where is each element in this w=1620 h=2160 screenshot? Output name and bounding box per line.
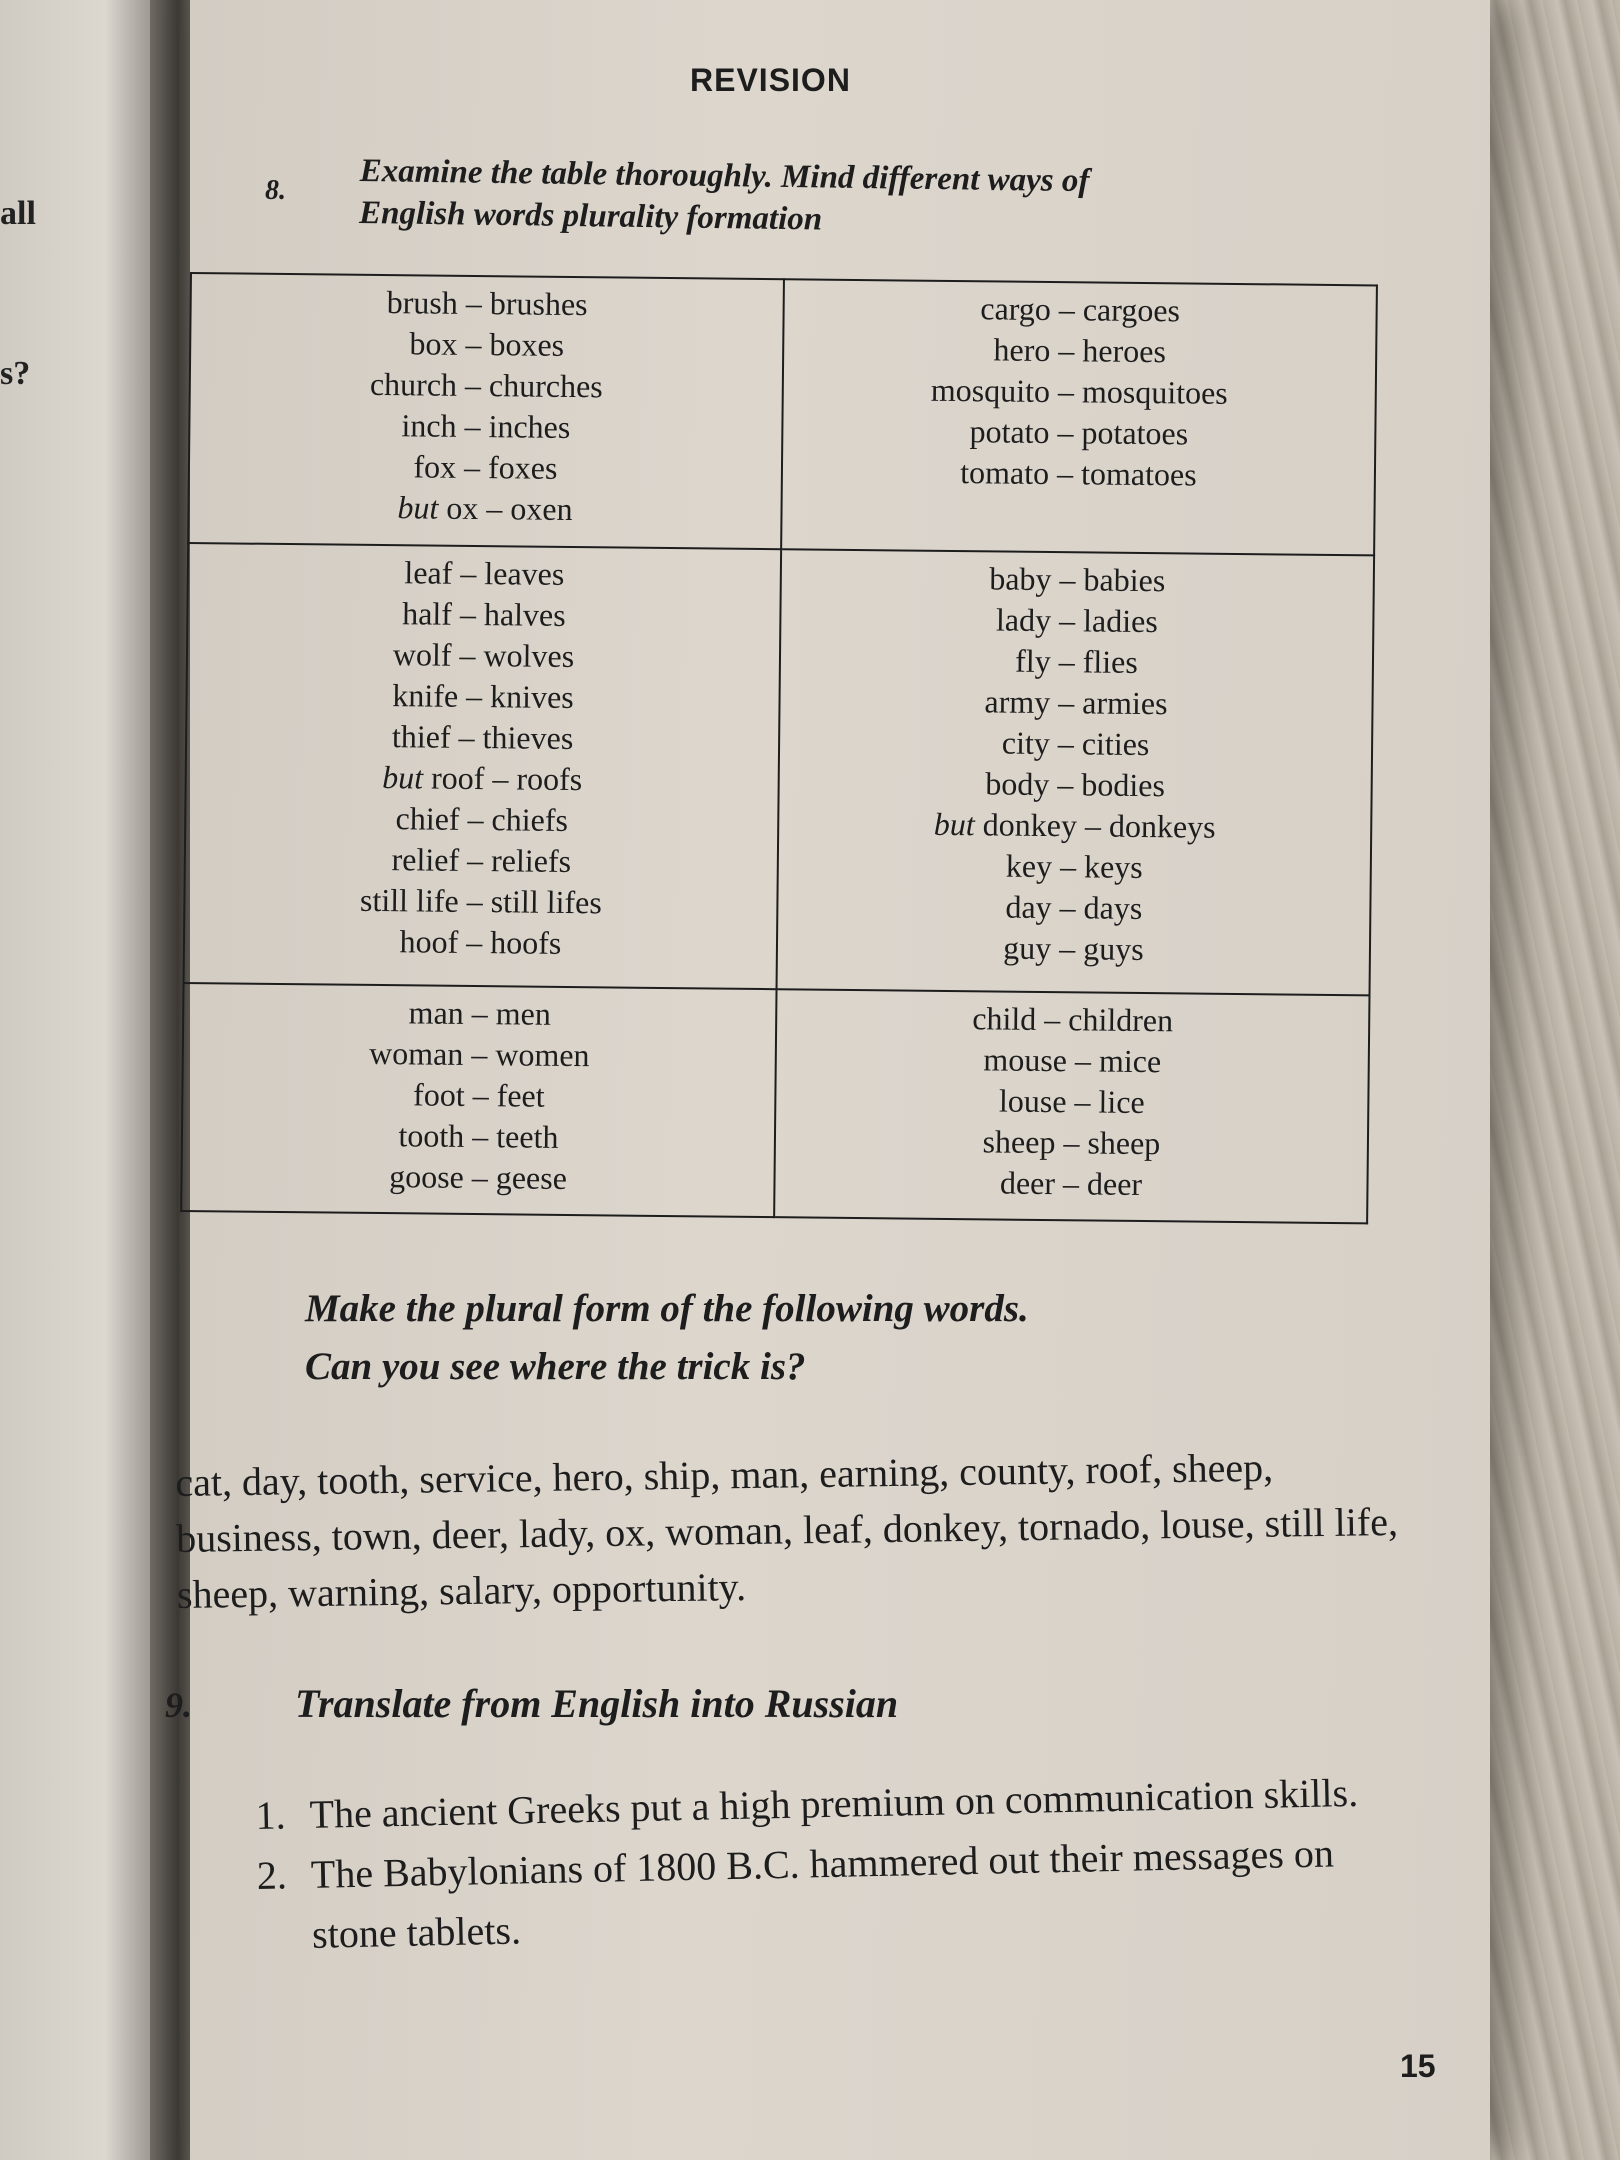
word-pair-text: half – halves	[401, 595, 566, 634]
word-pair-text: brush – brushes	[386, 284, 588, 323]
table-row	[184, 543, 1375, 996]
exercise-8-title-line: Examine the table thoroughly. Mind different ways of	[359, 152, 1090, 200]
word-pair-text: army – armies	[984, 683, 1168, 722]
table-cell	[777, 549, 1375, 996]
word-pair-text: fox – foxes	[413, 448, 558, 486]
word-pair	[197, 755, 768, 802]
word-pair-text: donkey – donkeys	[982, 806, 1216, 845]
word-pair-text: ox – oxen	[446, 489, 573, 528]
word-pair	[192, 1155, 763, 1202]
word-pair	[195, 919, 766, 966]
word-pair-text: still life – still lifes	[359, 881, 602, 921]
table-row	[188, 273, 1377, 555]
plural-instruction	[305, 1280, 1029, 1396]
word-pair	[790, 720, 1361, 767]
word-pair	[194, 1032, 765, 1079]
exercise-8-number: 8.	[265, 175, 286, 206]
table-cell	[188, 273, 784, 549]
word-pair	[193, 1114, 764, 1161]
word-pair-text: key – keys	[1005, 847, 1143, 886]
word-pair	[789, 802, 1360, 849]
word-list: cat, day, tooth, service, hero, ship, man, earning, county, roof, sheep, business, town, deer, lady, ox, woman, leaf, donkey, tornado, louse, still life, sheep, warning, salary, opportunity.	[175, 1444, 1399, 1617]
left-page-fragment: s?	[0, 355, 31, 392]
word-pair-text: deer – deer	[999, 1165, 1143, 1203]
book-page	[165, 0, 1490, 2160]
word-pair	[198, 632, 769, 679]
word-pair	[791, 638, 1362, 685]
word-pair	[201, 280, 772, 327]
word-pair-text: thief – thieves	[391, 718, 574, 757]
word-pair-text: inch – inches	[401, 407, 571, 445]
left-page-edge	[0, 0, 150, 2160]
table-cell	[781, 279, 1377, 555]
table-cell	[181, 983, 776, 1217]
word-pair	[195, 878, 766, 925]
word-pair-text: louse – lice	[998, 1083, 1145, 1121]
exercise-9-number: 9.	[165, 1685, 192, 1725]
word-pair	[787, 1038, 1358, 1085]
word-pair	[791, 597, 1362, 644]
page-number: 15	[1400, 2048, 1436, 2084]
exception-marker: but	[933, 805, 975, 843]
word-pair	[201, 321, 772, 368]
word-pair	[199, 485, 770, 532]
word-pair	[193, 1073, 764, 1120]
instruction-line: Can you see where the trick is?	[305, 1345, 806, 1388]
running-head: REVISION	[690, 62, 851, 98]
instruction-line: Make the plural form of the following words.	[305, 1287, 1029, 1330]
word-pair-text: knife – knives	[392, 677, 574, 716]
sentence-text: The ancient Greeks put a high premium on communication skills.	[309, 1769, 1359, 1837]
word-pair-text: baby – babies	[989, 560, 1166, 599]
word-pair	[199, 550, 770, 597]
word-pair-text: roof – roofs	[430, 759, 583, 798]
word-pair	[794, 327, 1365, 374]
word-pair-text: child – children	[972, 1000, 1174, 1039]
word-pair	[793, 409, 1364, 456]
word-pair-text: cargo – cargoes	[980, 290, 1181, 329]
word-pair-text: mouse – mice	[983, 1041, 1162, 1080]
table-row	[181, 983, 1369, 1223]
word-pair-text: potato – potatoes	[969, 413, 1189, 452]
word-pair-text: guy – guys	[1003, 929, 1144, 968]
word-pair	[794, 368, 1365, 415]
word-pair	[197, 714, 768, 761]
word-pair-text: foot – feet	[412, 1076, 545, 1115]
word-pair	[789, 843, 1360, 890]
table-cell	[774, 990, 1369, 1224]
word-pair-text: sheep – sheep	[982, 1123, 1161, 1162]
word-pair	[786, 1120, 1357, 1167]
exercise-8-title	[359, 150, 1090, 244]
word-pair-text: tooth – teeth	[398, 1117, 559, 1156]
word-pair-text: fly – flies	[1014, 642, 1138, 681]
plural-formation-table	[180, 272, 1378, 1224]
exercise-9-title: Translate from English into Russian	[295, 1681, 899, 1726]
sentence-number: 2.	[256, 1852, 288, 1898]
word-pair	[788, 884, 1359, 931]
translation-sentences	[255, 1762, 1419, 1966]
table-cell	[184, 543, 782, 990]
word-pair	[196, 837, 767, 884]
word-pair	[200, 403, 771, 450]
word-pair-text: day – days	[1005, 888, 1143, 927]
sentence-text: The Babylonians of 1800 B.C. hammered out their messages on stone tablets.	[310, 1830, 1335, 1957]
word-pair-text: leaf – leaves	[404, 554, 565, 592]
word-pair-text: relief – reliefs	[391, 841, 572, 880]
word-pair-text: church – churches	[369, 365, 603, 405]
word-pair	[201, 362, 772, 409]
word-pair-text: city – cities	[1001, 724, 1150, 763]
word-pair	[788, 925, 1359, 972]
word-pair-text: wolf – wolves	[392, 636, 575, 675]
word-pair	[789, 761, 1360, 808]
word-pair-text: woman – women	[368, 1035, 590, 1074]
word-pair-text: tomato – tomatoes	[960, 454, 1197, 493]
word-pair	[786, 1079, 1357, 1126]
word-pair-text: man – men	[408, 994, 552, 1033]
left-page-fragment: all	[0, 195, 36, 232]
word-pair-text: hoof – hoofs	[399, 923, 562, 961]
word-pair	[197, 673, 768, 720]
word-pair	[785, 1161, 1356, 1208]
word-pair-text: mosquito – mosquitoes	[930, 371, 1228, 411]
exception-marker: but	[382, 759, 424, 796]
word-pair	[200, 444, 771, 491]
word-pair	[787, 997, 1358, 1044]
word-pair	[198, 591, 769, 638]
wooden-table-background	[1480, 0, 1620, 2160]
word-pair	[196, 796, 767, 843]
sentence-number: 1.	[255, 1792, 287, 1838]
word-pair-text: chief – chiefs	[395, 800, 569, 839]
word-pair	[194, 991, 765, 1038]
word-pair	[790, 679, 1361, 726]
word-pair-text: body – bodies	[985, 765, 1166, 804]
list-item	[256, 1822, 1418, 1966]
word-pair	[792, 556, 1363, 603]
word-pair	[793, 450, 1364, 497]
exception-marker: but	[397, 489, 439, 526]
word-pair-text: goose – geese	[388, 1158, 568, 1197]
exercise-8-title-line: English words plurality formation	[358, 194, 823, 238]
word-pair-text: box – boxes	[409, 325, 565, 363]
word-pair-text: lady – ladies	[995, 601, 1158, 640]
word-pair-text: hero – heroes	[993, 331, 1167, 370]
word-pair	[794, 286, 1365, 333]
